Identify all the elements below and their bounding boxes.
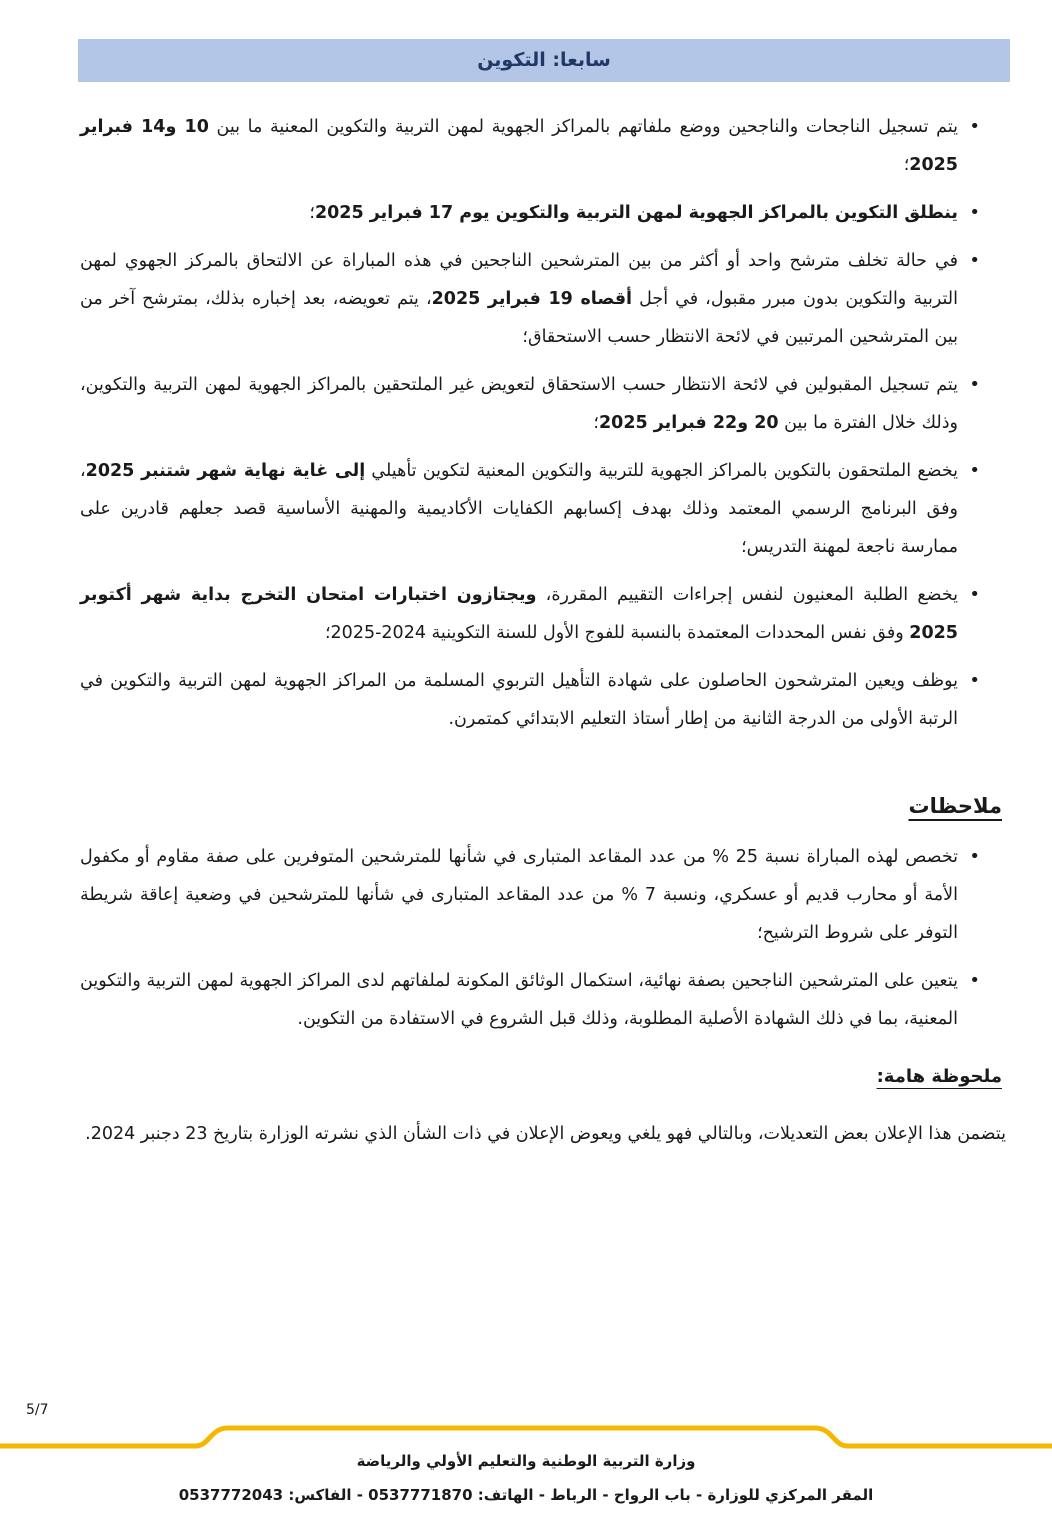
- page-number: 5/7: [26, 1402, 49, 1418]
- section-header: [78, 39, 1010, 82]
- list-item: • يتم تسجيل المقبولين في لائحة الانتظار حسب الاستحقاق لتعويض غير الملتحقين بالمراكز الجهوية لمهن التربية والتكوين، وذلك خلال الفترة ما بين 20 و22 فبراير 2025؛: [80, 366, 982, 442]
- footer-address: المقر المركزي للوزارة - باب الرواح - الرباط - الهاتف: 0537771870 - الفاكس: 0537772043: [178, 1486, 874, 1504]
- list-item: • يتم تسجيل الناجحات والناجحين ووضع ملفاتهم بالمراكز الجهوية لمهن التربية والتكوين المعنية ما بين 10 و14 فبراير 2025؛: [80, 108, 982, 184]
- section-title: سابعا: التكوين: [477, 49, 611, 71]
- footer-ministry: وزارة التربية الوطنية والتعليم الأولي والرياضة: [356, 1452, 696, 1470]
- list-item: • يخضع الطلبة المعنيون لنفس إجراءات التقييم المقررة، ويجتازون اختبارات امتحان التخرج بداية شهر أكتوبر 2025 وفق نفس المحددات المعتمدة بالنسبة للفوج الأول للسنة التكوينية 2024-2025؛: [80, 576, 982, 652]
- list-item: • يتعين على المترشحين الناجحين بصفة نهائية، استكمال الوثائق المكونة لملفاتهم لدى المراكز الجهوية لمهن التربية والتكوين المعنية، بما في ذلك الشهادة الأصلية المطلوبة، وذلك قبل الشروع في الاستفادة من التكوين.: [80, 962, 982, 1038]
- important-note-text: يتضمن هذا الإعلان بعض التعديلات، وبالتالي فهو يلغي ويعوض الإعلان في ذات الشأن الذي نشرته الوزارة بتاريخ 23 دجنبر 2024.: [85, 1124, 1006, 1144]
- list-item: • يوظف ويعين المترشحون الحاصلون على شهادة التأهيل التربوي المسلمة من المراكز الجهوية لمهن التربية والتكوين في الرتبة الأولى من الدرجة الثانية من إطار أستاذ التعليم الابتدائي كمتمرن.: [80, 662, 982, 738]
- list-item: • ينطلق التكوين بالمراكز الجهوية لمهن التربية والتكوين يوم 17 فبراير 2025؛: [80, 194, 982, 232]
- training-list: [80, 108, 982, 748]
- notes-heading: ملاحظات: [908, 794, 1002, 818]
- important-note-heading: ملحوظة هامة:: [876, 1066, 1002, 1087]
- notes-list: [80, 838, 982, 1048]
- list-item: • تخصص لهذه المباراة نسبة 25 % من عدد المقاعد المتبارى في شأنها للمترشحين المتوفرين على صفة مقاوم أو مكفول الأمة أو محارب قديم أو عسكري، ونسبة 7 % من عدد المقاعد المتبارى في شأنها للمترشحين في وضعية إعاقة شريطة التوفر على شروط الترشيح؛: [80, 838, 982, 952]
- list-item: • في حالة تخلف مترشح واحد أو أكثر من بين المترشحين الناجحين في هذه المباراة عن الالتحاق بالمركز الجهوي لمهن التربية والتكوين بدون مبرر مقبول، في أجل أقصاه 19 فبراير 2025، يتم تعويضه، بعد إخباره بذلك، بمترشح آخر من بين المترشحين المرتبين في لائحة الانتظار حسب الاستحقاق؛: [80, 242, 982, 356]
- list-item: • يخضع الملتحقون بالتكوين بالمراكز الجهوية للتربية والتكوين المعنية لتكوين تأهيلي إلى غاية نهاية شهر شتنبر 2025، وفق البرنامج الرسمي المعتمد وذلك بهدف إكسابهم الكفايات الأكاديمية والمهنية الأساسية قصد جعلهم قادرين على ممارسة ناجعة لمهنة التدريس؛: [80, 452, 982, 566]
